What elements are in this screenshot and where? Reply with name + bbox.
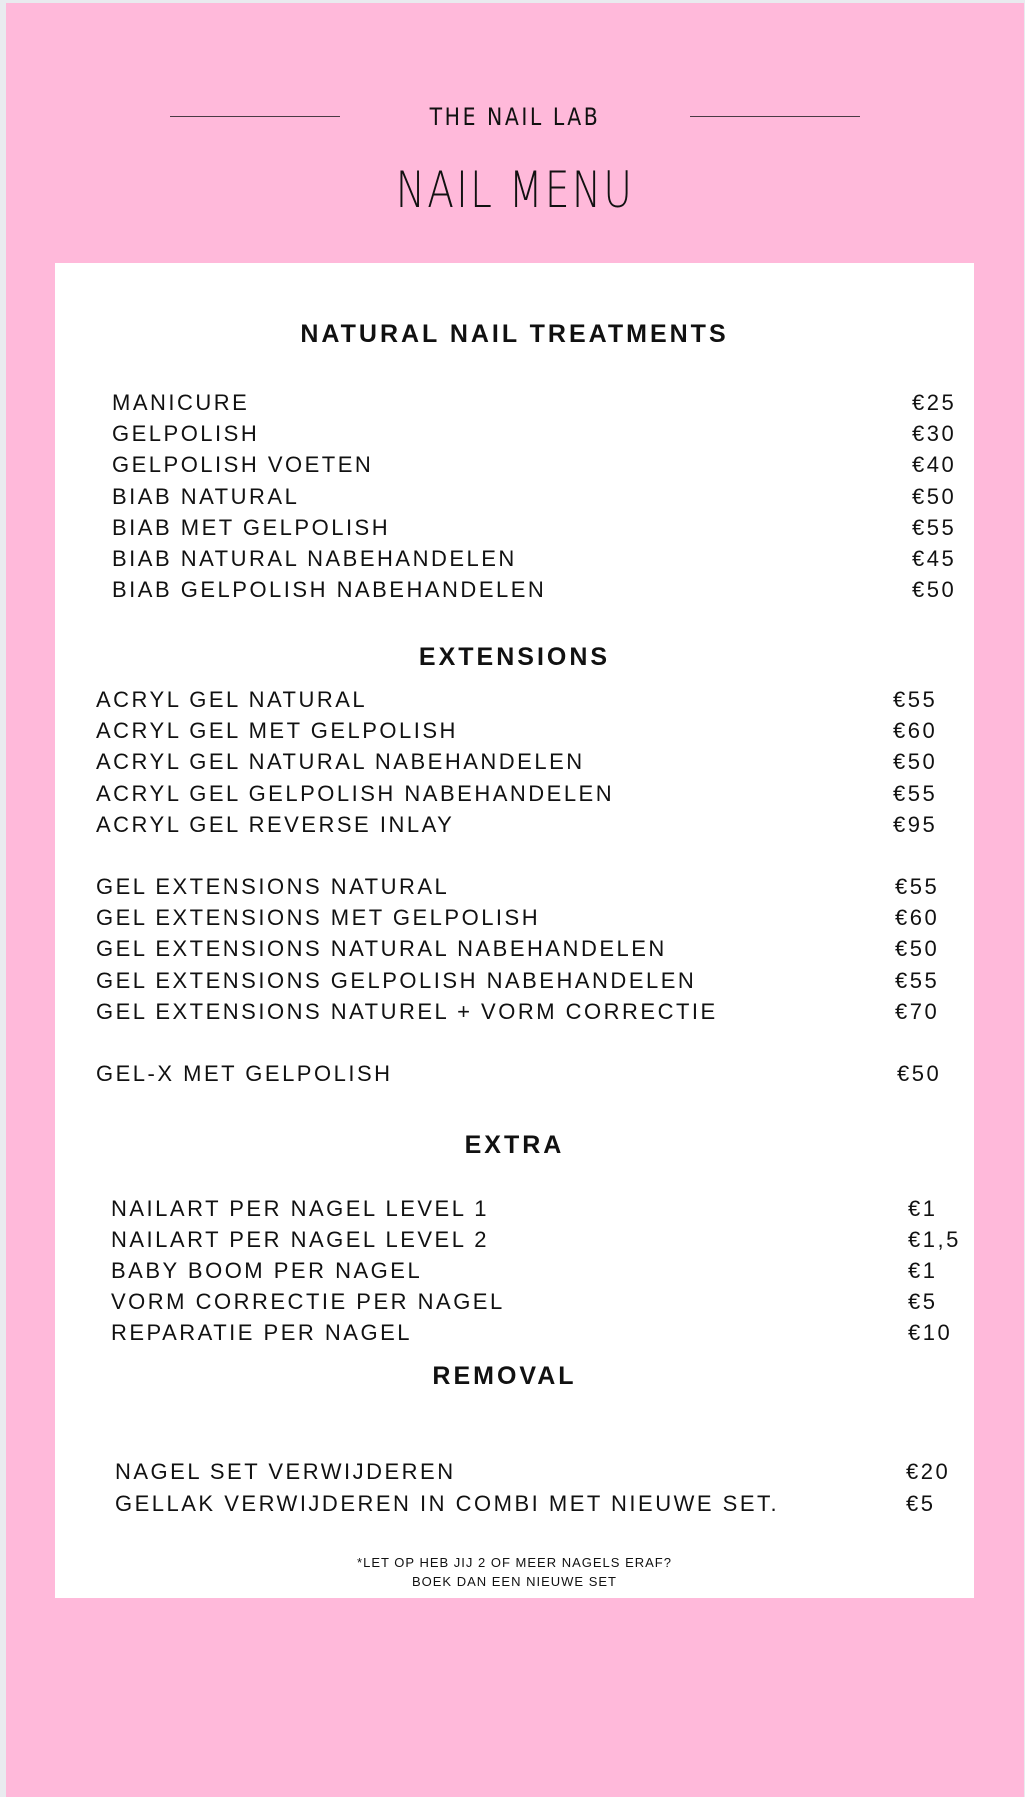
menu-item bbox=[96, 718, 996, 748]
menu-page bbox=[6, 3, 1024, 1797]
menu-item-name: GELPOLISH bbox=[112, 421, 260, 447]
menu-item bbox=[112, 484, 1012, 514]
menu-item-name: BIAB GELPOLISH NABEHANDELEN bbox=[112, 577, 547, 603]
menu-item-price: €55 bbox=[895, 874, 940, 899]
menu-item-price: €20 bbox=[906, 1459, 951, 1484]
menu-item bbox=[96, 999, 996, 1029]
menu-item-price: €50 bbox=[893, 749, 938, 775]
menu-item-price: €95 bbox=[893, 811, 938, 837]
menu-item bbox=[112, 421, 1012, 451]
menu-item bbox=[111, 1196, 1011, 1226]
menu-item-name: GELLAK VERWIJDEREN IN COMBI MET NIEUWE SET. bbox=[115, 1490, 780, 1516]
footnote-line-2: BOEK DAN EEN NIEUWE SET bbox=[411, 1574, 618, 1589]
menu-item-name: NAILART PER NAGEL LEVEL 1 bbox=[111, 1196, 489, 1221]
section-title-extra: EXTRA bbox=[464, 1131, 565, 1159]
menu-item bbox=[96, 1061, 996, 1091]
menu-item-price: €5 bbox=[908, 1289, 938, 1314]
section-title-extensions: EXTENSIONS bbox=[418, 643, 611, 671]
menu-item bbox=[115, 1491, 1015, 1521]
menu-item bbox=[96, 687, 996, 717]
menu-item-name: GEL EXTENSIONS MET GELPOLISH bbox=[96, 905, 541, 931]
menu-item-price: €55 bbox=[895, 967, 940, 993]
menu-item-name: MANICURE bbox=[112, 390, 250, 415]
menu-item bbox=[112, 577, 1012, 607]
menu-item bbox=[96, 812, 996, 842]
menu-item-price: €1 bbox=[908, 1258, 938, 1283]
menu-item bbox=[112, 390, 1012, 420]
menu-item bbox=[112, 515, 1012, 545]
section-title-removal: REMOVAL bbox=[432, 1362, 577, 1390]
menu-card bbox=[55, 263, 974, 1598]
menu-item-name: ACRYL GEL NATURAL bbox=[96, 687, 368, 712]
menu-item bbox=[111, 1320, 1011, 1350]
menu-item bbox=[112, 546, 1012, 576]
menu-item bbox=[96, 749, 996, 779]
menu-item-name: BIAB NATURAL bbox=[112, 483, 300, 509]
menu-item-price: €40 bbox=[912, 452, 957, 478]
menu-item-price: €50 bbox=[912, 483, 957, 509]
menu-item bbox=[111, 1227, 1011, 1257]
menu-item-name: GELPOLISH VOETEN bbox=[112, 452, 374, 478]
menu-item-price: €50 bbox=[897, 1061, 942, 1086]
menu-item bbox=[96, 968, 996, 998]
menu-item-price: €60 bbox=[893, 718, 938, 744]
menu-item-name: BIAB MET GELPOLISH bbox=[112, 514, 391, 540]
menu-item bbox=[111, 1289, 1011, 1319]
menu-item-name: ACRYL GEL GELPOLISH NABEHANDELEN bbox=[96, 780, 615, 806]
menu-item bbox=[115, 1459, 1015, 1489]
menu-item-name: GEL-X MET GELPOLISH bbox=[96, 1061, 393, 1086]
menu-item-name: REPARATIE PER NAGEL bbox=[111, 1320, 412, 1345]
menu-item-name: ACRYL GEL REVERSE INLAY bbox=[96, 811, 455, 837]
menu-item-name: ACRYL GEL MET GELPOLISH bbox=[96, 718, 458, 744]
menu-item bbox=[96, 781, 996, 811]
menu-item-price: €30 bbox=[912, 421, 957, 447]
menu-item-price: €50 bbox=[895, 936, 940, 962]
menu-item-name: BIAB NATURAL NABEHANDELEN bbox=[112, 546, 517, 571]
menu-item bbox=[96, 874, 996, 904]
menu-item-price: €25 bbox=[912, 390, 957, 415]
menu-item-name: NAILART PER NAGEL LEVEL 2 bbox=[111, 1227, 489, 1252]
menu-item-name: VORM CORRECTIE PER NAGEL bbox=[111, 1289, 505, 1314]
menu-item bbox=[111, 1258, 1011, 1288]
menu-item-price: €45 bbox=[912, 546, 957, 571]
menu-item-price: €55 bbox=[912, 514, 957, 540]
brand-name: THE NAIL LAB bbox=[429, 103, 601, 131]
menu-item-price: €5 bbox=[906, 1490, 936, 1516]
menu-item bbox=[112, 452, 1012, 482]
menu-item-price: €60 bbox=[895, 905, 940, 931]
menu-item bbox=[96, 936, 996, 966]
menu-item-price: €55 bbox=[893, 780, 938, 806]
menu-item-name: GEL EXTENSIONS NATURAL NABEHANDELEN bbox=[96, 936, 667, 962]
menu-item-price: €50 bbox=[912, 577, 957, 603]
footnote-line-1: *LET OP HEB JIJ 2 OF MEER NAGELS ERAF? bbox=[357, 1555, 672, 1570]
menu-item-price: €55 bbox=[893, 687, 938, 712]
section-title-natural: NATURAL NAIL TREATMENTS bbox=[300, 320, 729, 348]
menu-item-price: €1,5 bbox=[908, 1227, 961, 1252]
menu-item bbox=[96, 905, 996, 935]
menu-item-price: €10 bbox=[908, 1320, 953, 1345]
menu-item-price: €1 bbox=[908, 1196, 938, 1221]
menu-item-name: GEL EXTENSIONS NATURAL bbox=[96, 874, 450, 899]
page-title: NAIL MENU bbox=[395, 161, 635, 219]
menu-item-name: NAGEL SET VERWIJDEREN bbox=[115, 1459, 456, 1484]
menu-item-name: GEL EXTENSIONS GELPOLISH NABEHANDELEN bbox=[96, 967, 697, 993]
menu-item-name: ACRYL GEL NATURAL NABEHANDELEN bbox=[96, 749, 585, 775]
menu-item-name: BABY BOOM PER NAGEL bbox=[111, 1258, 423, 1283]
menu-item-price: €70 bbox=[895, 998, 940, 1024]
menu-item-name: GEL EXTENSIONS NATUREL + VORM CORRECTIE bbox=[96, 998, 718, 1024]
